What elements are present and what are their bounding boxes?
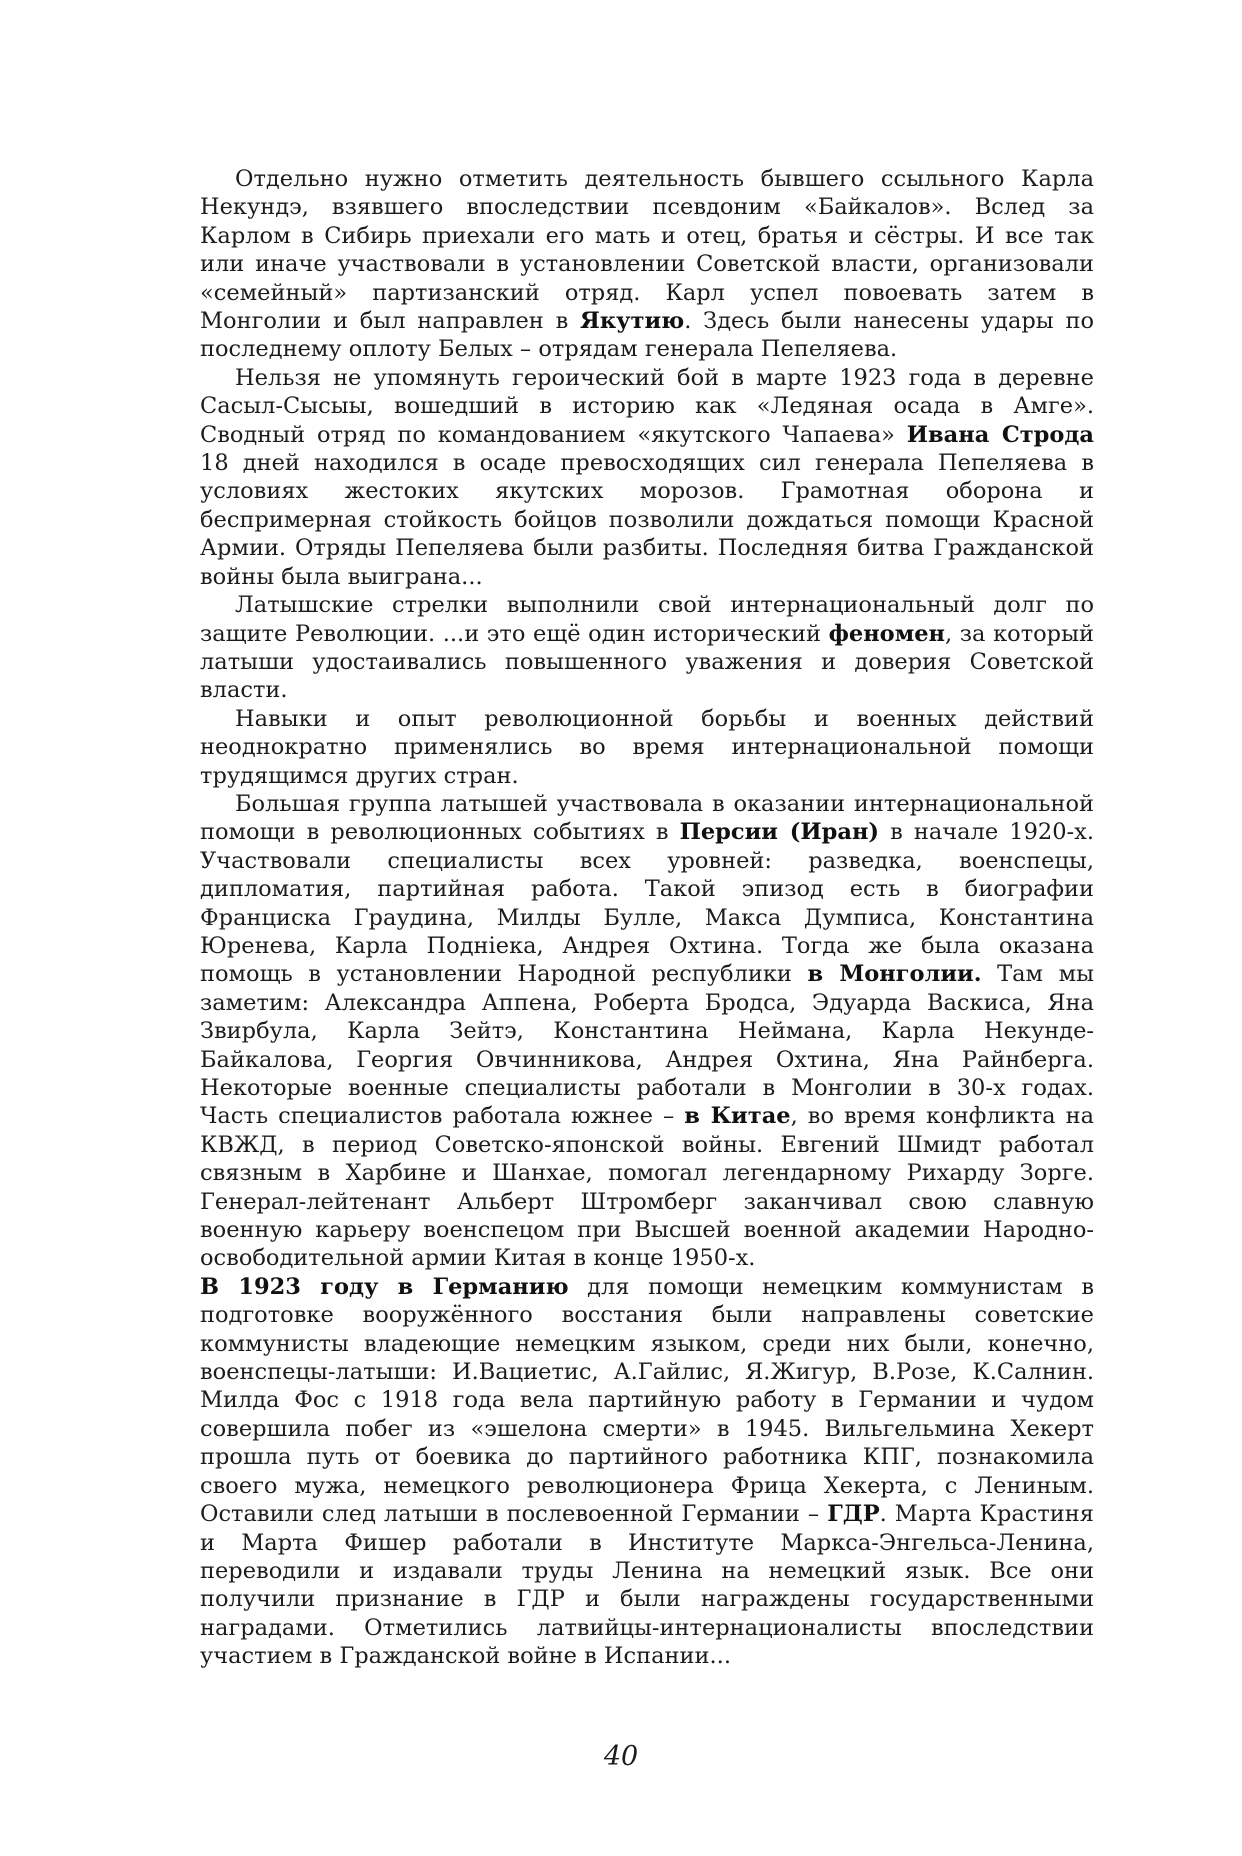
text-run: . Марта Крастиня и Марта Фишер работали в Институте Маркса-Энгельса-Ленина, переводили и издавали труды Ленина на немецкий язык. Все они получили признание в ГДР и были награждены государственными наградами. Отметились латвийцы-интернационалисты впоследствии участием в Гражданской войне в Испании... [200, 1501, 1094, 1670]
paragraph [200, 1273, 1094, 1671]
paragraph [200, 705, 1094, 790]
bold-emphasis: Ивана Строда [906, 421, 1094, 448]
paragraph [200, 165, 1094, 364]
bold-emphasis: Персии (Иран) [679, 819, 880, 846]
text-run: . Здесь были нанесены удары по последнему оплоту Белых – отрядам генерала Пепеляева. [200, 308, 1094, 363]
text-run: Там мы заметим: Александра Аппена, Роберта Бродса, Эдуарда Васкиса, Яна Звирбула, Карла Зейтэ, Константина Неймана, Карла Некунде-Байкалова, Георгия Овчинникова, Андрея Охтина, Яна Райнберга. Некоторые военные специалисты работали в Монголии в 30-х годах. Часть специалистов работала южнее – [200, 961, 1094, 1130]
text-run: для помощи немецким коммунистам в подготовке вооружённого восстания были направлены советские коммунисты владеющие немецким языком, среди них были, конечно, военспецы-латыши: И.Вациетис, А.Гайлис, Я.Жигур, В.Розе, К.Салнин. Милда Фос с 1918 года вела партийную работу в Германии и чудом совершила побег из «эшелона смерти» в 1945. Вильгельмина Хекерт прошла путь от боевика до партийного работника КПГ, познакомила своего мужа, немецкого революционера Фрица Хекерта, с Лениным. Оставили след латыши в послевоенной Германии – [200, 1273, 1094, 1528]
paragraph [200, 790, 1094, 1273]
paragraph [200, 591, 1094, 705]
bold-emphasis: в Китае [684, 1103, 791, 1130]
text-run: 18 дней находился в осаде превосходящих сил генерала Пепеляева в условиях жестоких якутских морозов. Грамотная оборона и беспримерная стойкость бойцов позволили дождаться помощи Красной Армии. Отряды Пепеляева были разбиты. Последняя битва Гражданской войны была выиграна... [200, 450, 1094, 590]
bold-emphasis: в Монголии. [807, 961, 982, 988]
bold-emphasis: феномен [828, 620, 946, 647]
text-run: Отдельно нужно отметить деятельность бывшего ссыльного Карла Некундэ, взявшего впоследствии псевдоним «Байкалов». Вслед за Карлом в Сибирь приехали его мать и отец, братья и сёстры. И все так или иначе участвовали в установлении Советской власти, организовали «семейный» партизанский отряд. Карл успел повоевать затем в Монголии и был направлен в [200, 166, 1094, 335]
paragraph [200, 364, 1094, 591]
text-run: Латышские стрелки выполнили свой интернациональный долг по защите Революции. ...и это ещё один исторический [200, 592, 1094, 647]
text-run: Навыки и опыт революционной борьбы и военных действий неоднократно применялись во время интернациональной помощи трудящимся других стран. [200, 705, 1094, 789]
page-number: 40 [603, 1741, 639, 1772]
text-run: , во время конфликта на КВЖД, в период Советско-японской войны. Евгений Шмидт работал связным в Харбине и Шанхае, помогал легендарному Рихарду Зорге. Генерал-лейтенант Альберт Штромберг заканчивал свою славную военную карьеру военспецом при Высшей военной академии Народно-освободительной армии Китая в конце 1950-х. [200, 1103, 1094, 1272]
bold-emphasis: В 1923 году в Германию [200, 1273, 569, 1300]
text-run: Большая группа латышей участвовала в оказании интернациональной помощи в революционных событиях в [200, 790, 1094, 846]
text-run: , за который латыши удостаивались повышенного уважения и доверия Советской власти. [200, 620, 1094, 704]
text-run: в начале 1920-х. Участвовали специалисты всех уровней: разведка, военспецы, дипломатия, партийная работа. Такой эпизод есть в биографии Франциска Граудина, Милды Булле, Макса Думписа, Константина Юренева, Карла Поднieка, Андрея Охтина. Тогда же была оказана помощь в установлении Народной республики [200, 819, 1094, 988]
text-run: Нельзя не упомянуть героический бой в марте 1923 года в деревне Сасыл-Сысыы, вошедший в историю как «Ледяная осада в Амге». Сводный отряд по командованием «якутского Чапаева» [200, 364, 1094, 448]
bold-emphasis: Якутию [580, 308, 685, 335]
bold-emphasis: ГДР [827, 1501, 880, 1528]
body-text [200, 165, 1094, 1671]
